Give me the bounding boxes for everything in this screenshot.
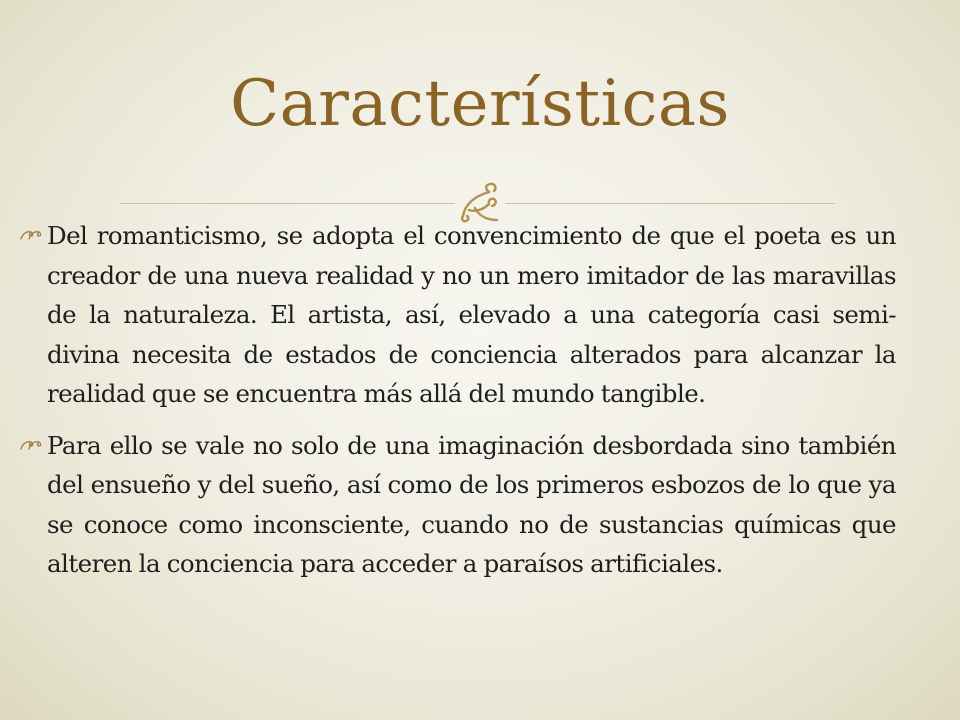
title-divider-right xyxy=(505,203,835,204)
list-item xyxy=(20,426,896,584)
slide-title: Características xyxy=(230,67,730,141)
double-curl-bullet-icon xyxy=(20,229,42,241)
double-curl-bullet-icon xyxy=(20,439,42,451)
bullet-text: Para ello se vale no solo de una imaginación desbordada sino también del ensueño y del sueño, así como de los primeros esbozos de lo que ya se conoce como inconsciente, cuando no de sustancias químicas que alteren la conciencia para acceder a paraísos artificiales. xyxy=(47,430,896,578)
bullet-list xyxy=(20,216,896,596)
title-divider-left xyxy=(120,203,455,204)
bullet-text: Del romanticismo, se adopta el convencimiento de que el poeta es un creador de una nueva realidad y no un mero imitador de las maravillas de la naturaleza. El artista, así, elevado a una categoría casi semi-divina necesita de estados de conciencia alterados para alcanzar la realidad que se encuentra más allá del mundo tangible. xyxy=(47,221,896,408)
list-item xyxy=(20,216,896,414)
